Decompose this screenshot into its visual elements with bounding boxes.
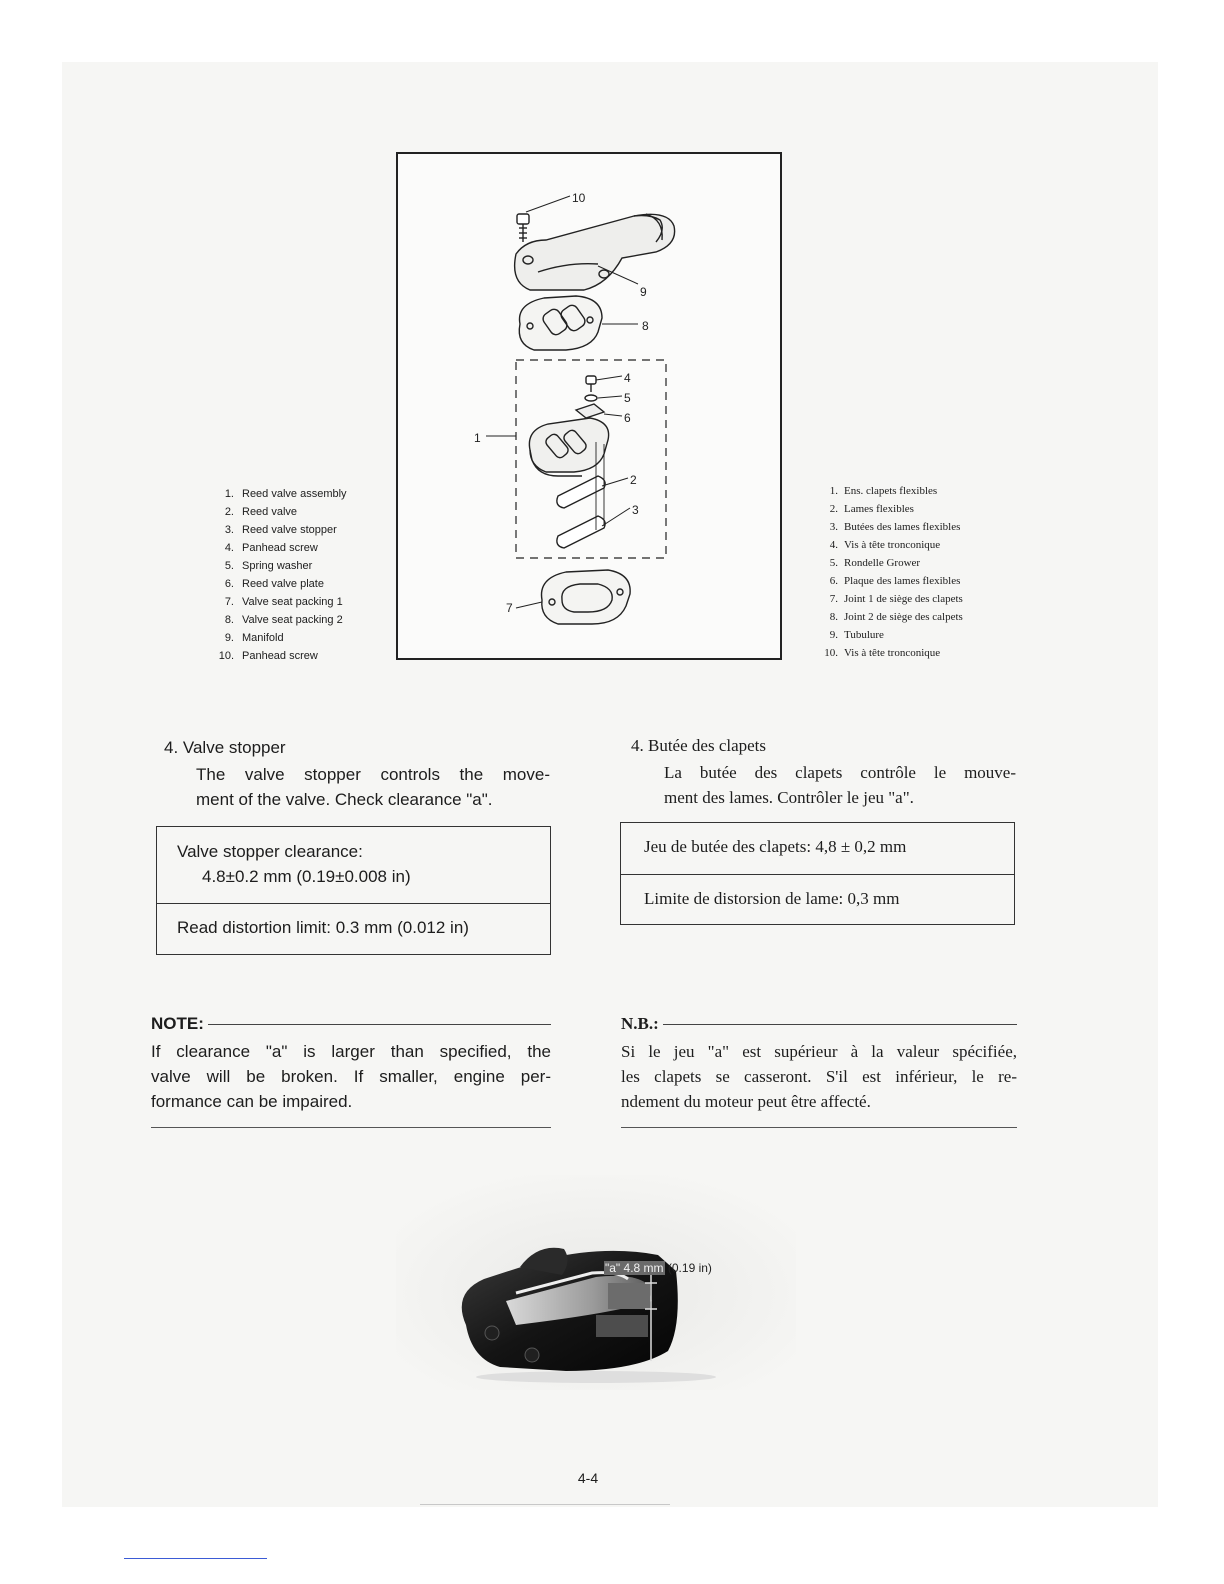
spec-clearance-label: Valve stopper clearance:	[177, 842, 363, 861]
manifold-drawing	[515, 214, 675, 290]
note-body-en	[151, 1039, 551, 1114]
legend-item: 3. Butées des lames flexibles	[829, 521, 961, 533]
reed-valve-exploded-view	[398, 154, 780, 658]
note-line: formance can be impaired.	[151, 1092, 353, 1111]
panhead-screw-10-drawing	[517, 214, 529, 224]
photo-label-mm: "a" 4.8 mm	[605, 1261, 664, 1275]
note-line: valve will be broken. If smaller, engine per-	[151, 1067, 551, 1086]
section-body-line: The valve stopper controls the move-	[196, 765, 550, 784]
legend-item: 1. Reed valve assembly	[224, 488, 347, 500]
callout-5: 5	[624, 391, 631, 405]
spec-row-distortion	[157, 904, 550, 954]
spec-row-distortion	[621, 875, 1014, 924]
callout-2: 2	[630, 473, 637, 487]
section-title-fr: 4. Butée des clapets	[631, 736, 767, 755]
spec-box-en	[156, 826, 551, 955]
reed-valve-photo-illustration	[396, 1175, 796, 1390]
note-heading-en	[151, 1014, 551, 1034]
callout-3: 3	[632, 503, 639, 517]
legend-item: 9. Manifold	[224, 632, 284, 644]
legend-item: 2. Reed valve	[224, 506, 298, 518]
legend-item: 7. Joint 1 de siège des clapets	[829, 593, 963, 605]
spec-row-clearance	[157, 827, 550, 904]
spec-clearance-text: Jeu de butée des clapets: 4,8 ± 0,2 mm	[644, 837, 907, 856]
legend-item: 8. Valve seat packing 2	[224, 614, 343, 626]
note-heading-fr	[621, 1014, 1017, 1034]
section-body-fr	[664, 760, 1016, 810]
section-body-line: La butée des clapets contrôle le mouve-	[664, 763, 1016, 782]
legend-item: 5. Rondelle Grower	[829, 557, 921, 569]
footer-rule	[420, 1504, 670, 1505]
valve-seat-packing-7-drawing	[542, 570, 631, 624]
legend-item: 4. Vis à tête tronconique	[829, 539, 941, 551]
note-heading-rule	[663, 1024, 1017, 1025]
legend-item: 10. Vis à tête tronconique	[824, 647, 941, 659]
legend-item: 2. Lames flexibles	[829, 503, 914, 515]
legend-item: 7. Valve seat packing 1	[224, 596, 343, 608]
legend-english	[206, 485, 347, 665]
link-underline	[124, 1558, 267, 1559]
section-title-en: 4. Valve stopper	[164, 738, 286, 757]
note-body-fr	[621, 1039, 1017, 1114]
legend-item: 6. Plaque des lames flexibles	[829, 575, 961, 587]
note-line: If clearance "a" is larger than specified, the	[151, 1042, 551, 1061]
callout-6: 6	[624, 411, 631, 425]
legend-item: 3. Reed valve stopper	[224, 524, 337, 536]
note-end-rule-fr	[621, 1127, 1017, 1128]
note-line: ndement du moteur peut être affecté.	[621, 1092, 871, 1111]
callout-1: 1	[474, 431, 481, 445]
note-heading-label: NOTE:	[151, 1014, 204, 1033]
legend-item: 9. Tubulure	[829, 629, 884, 641]
section-body-en	[196, 762, 550, 812]
callout-9: 9	[640, 285, 647, 299]
spec-row-clearance	[621, 823, 1014, 875]
spec-clearance-value: 4.8±0.2 mm (0.19±0.008 in)	[202, 867, 411, 886]
exploded-diagram	[396, 152, 782, 660]
photo-label-in: (0.19 in)	[667, 1261, 712, 1275]
legend-item: 5. Spring washer	[224, 560, 313, 572]
note-heading-label: N.B.:	[621, 1014, 659, 1033]
legend-item: 1. Ens. clapets flexibles	[829, 485, 938, 497]
legend-item: 10. Panhead screw	[218, 650, 318, 662]
spec-box-fr	[620, 822, 1015, 925]
callout-7: 7	[506, 601, 513, 615]
legend-french	[812, 482, 963, 662]
note-end-rule-en	[151, 1127, 551, 1128]
section-body-line: ment des lames. Contrôler le jeu "a".	[664, 788, 914, 807]
note-line: Si le jeu "a" est supérieur à la valeur spécifiée,	[621, 1042, 1017, 1061]
photo-clearance-label	[604, 1261, 712, 1275]
callout-4: 4	[624, 371, 631, 385]
spec-distortion-text: Read distortion limit: 0.3 mm (0.012 in)	[177, 918, 469, 937]
legend-item: 6. Reed valve plate	[224, 578, 324, 590]
section-body-line: ment of the valve. Check clearance "a".	[196, 790, 493, 809]
note-heading-rule	[208, 1024, 551, 1025]
callout-8: 8	[642, 319, 649, 333]
legend-item: 8. Joint 2 de siège des calpets	[829, 611, 963, 623]
reed-valve-photo	[396, 1175, 796, 1390]
spec-distortion-text: Limite de distorsion de lame: 0,3 mm	[644, 889, 900, 908]
legend-item: 4. Panhead screw	[224, 542, 318, 554]
note-line: les clapets se casseront. S'il est inférieur, le re-	[621, 1067, 1017, 1086]
page-number: 4-4	[577, 1470, 599, 1486]
callout-10: 10	[572, 191, 586, 205]
